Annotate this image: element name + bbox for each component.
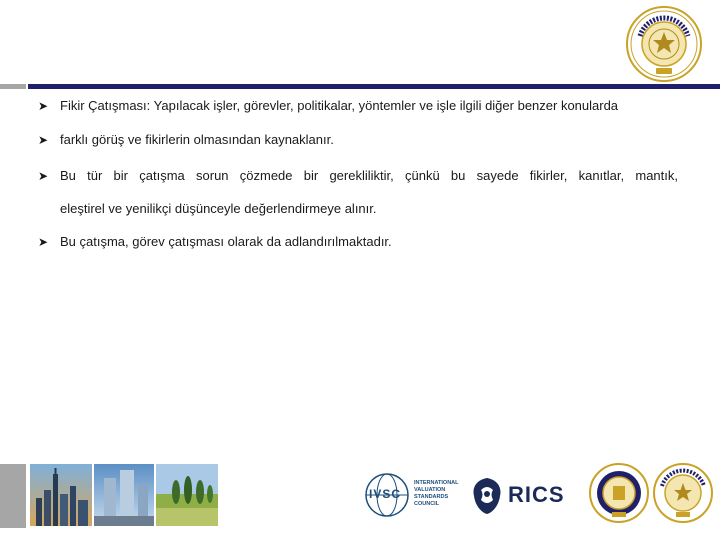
towers-image xyxy=(94,464,154,526)
partner-seal xyxy=(588,462,650,524)
bullet-text: farklı görüş ve fikirlerin olmasından kaynaklanır. xyxy=(60,132,334,147)
bullet-text: Bu çatışma, görev çatışması olarak da adlandırılmaktadır. xyxy=(60,234,392,249)
rics-logo xyxy=(468,462,580,524)
landscape-trees-image xyxy=(156,464,218,526)
divider-bar xyxy=(28,84,720,89)
ivsc-abbr: IVSC xyxy=(369,487,402,501)
bullet-continuation: eleştirel ve yenilikçi düşünceyle değerlendirmeye alınır. xyxy=(60,201,377,216)
bullet-item xyxy=(38,130,678,150)
footer-gray-block xyxy=(0,464,26,528)
bullet-text: Fikir Çatışması: Yapılacak işler, görevler, politikalar, yöntemler ve işle ilgili diğer benzer konularda xyxy=(60,98,619,113)
arrow-bullet-icon: ➤ xyxy=(38,235,49,249)
arrow-bullet-icon: ➤ xyxy=(38,169,49,183)
ivsc-name-line: COUNCIL xyxy=(414,501,440,507)
ivsc-logo xyxy=(364,462,464,524)
ivsc-name-line: INTERNATIONAL xyxy=(414,480,459,486)
bullet-item xyxy=(38,232,678,252)
bullet-item xyxy=(38,166,678,186)
divider-gray-segment xyxy=(0,84,26,89)
ivsc-name-line: VALUATION xyxy=(414,487,446,493)
rics-wordmark: RICS xyxy=(508,482,565,507)
ankara-university-seal xyxy=(626,6,702,82)
arrow-bullet-icon: ➤ xyxy=(38,133,49,147)
bullet-item xyxy=(38,96,678,116)
ankara-university-seal-small xyxy=(652,462,714,524)
bullet-text: Bu tür bir çatışma sorun çözmede bir gerekliliktir, çünkü bu sayede fikirler, kanıtlar, mantık, xyxy=(60,168,678,183)
rics-lion-icon xyxy=(470,476,504,516)
city-skyline-image xyxy=(30,464,92,526)
arrow-bullet-icon: ➤ xyxy=(38,99,49,113)
ivsc-name-line: STANDARDS xyxy=(414,494,449,500)
